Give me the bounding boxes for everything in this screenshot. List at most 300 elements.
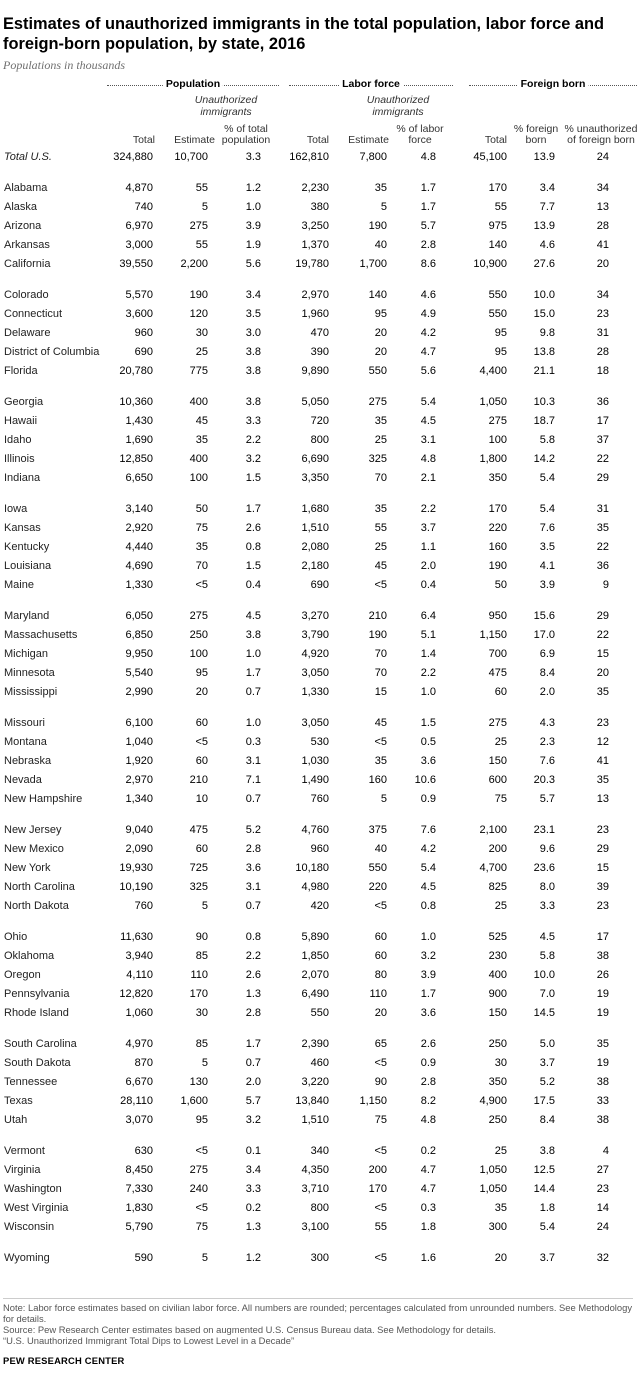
table-cell: 3.3 bbox=[539, 900, 555, 912]
table-cell: 19,930 bbox=[119, 862, 153, 874]
table-cell: 5.4 bbox=[539, 1221, 555, 1233]
table-cell: 13.9 bbox=[533, 220, 555, 232]
table-cell: 2.8 bbox=[245, 843, 261, 855]
table-cell: 3.5 bbox=[245, 308, 261, 320]
state-name: New York bbox=[4, 862, 51, 874]
table-row bbox=[3, 947, 637, 966]
column-header: % unauthorized of foreign born bbox=[564, 123, 638, 146]
state-name: Utah bbox=[4, 1114, 28, 1126]
table-cell: 3.8 bbox=[539, 1145, 555, 1157]
state-name: South Dakota bbox=[4, 1057, 71, 1069]
table-cell: 1.0 bbox=[245, 201, 261, 213]
table-cell: 7.7 bbox=[539, 201, 555, 213]
state-name: Wisconsin bbox=[4, 1221, 55, 1233]
table-cell: 15.6 bbox=[533, 610, 555, 622]
table-cell: <5 bbox=[374, 579, 387, 591]
table-cell: 160 bbox=[488, 541, 507, 553]
table-cell: 31 bbox=[596, 503, 609, 515]
table-cell: 35 bbox=[596, 686, 609, 698]
table-cell: 350 bbox=[488, 1076, 507, 1088]
table-cell: 20 bbox=[494, 1252, 507, 1264]
table-cell: 4.8 bbox=[420, 1114, 436, 1126]
state-name: Wyoming bbox=[4, 1252, 50, 1264]
table-cell: 5.6 bbox=[245, 258, 261, 270]
table-cell: 1,040 bbox=[125, 736, 153, 748]
table-cell: 2,230 bbox=[301, 182, 329, 194]
table-cell: 1,150 bbox=[359, 1095, 387, 1107]
state-name: New Hampshire bbox=[4, 793, 83, 805]
table-cell: 400 bbox=[189, 453, 208, 465]
table-cell: 20,780 bbox=[119, 365, 153, 377]
table-cell: 25 bbox=[494, 736, 507, 748]
table-cell: 55 bbox=[195, 239, 208, 251]
table-cell: 2,090 bbox=[125, 843, 153, 855]
table-cell: 23.1 bbox=[533, 824, 555, 836]
table-cell: 5,570 bbox=[125, 289, 153, 301]
table-cell: 960 bbox=[310, 843, 329, 855]
table-cell: 18 bbox=[596, 365, 609, 377]
state-name: Ohio bbox=[4, 931, 28, 943]
table-cell: 960 bbox=[134, 327, 153, 339]
table-cell: 324,880 bbox=[113, 151, 153, 163]
table-cell: 29 bbox=[596, 843, 609, 855]
table-cell: 1.3 bbox=[245, 988, 261, 1000]
table-cell: 3,050 bbox=[301, 717, 329, 729]
table-cell: 170 bbox=[368, 1183, 387, 1195]
table-row bbox=[3, 362, 637, 381]
table-row bbox=[3, 1218, 637, 1237]
table-row bbox=[3, 664, 637, 683]
table-cell: 75 bbox=[195, 1221, 208, 1233]
table-cell: 4,440 bbox=[125, 541, 153, 553]
page-subtitle: Populations in thousands bbox=[3, 58, 126, 72]
table-cell: 3.6 bbox=[420, 755, 436, 767]
state-name: Hawaii bbox=[4, 415, 38, 427]
table-cell: 0.9 bbox=[420, 1057, 436, 1069]
table-cell: 700 bbox=[488, 648, 507, 660]
table-cell: 20 bbox=[596, 667, 609, 679]
table-cell: 4,980 bbox=[301, 881, 329, 893]
table-cell: 50 bbox=[494, 579, 507, 591]
column-header: % foreign born bbox=[513, 123, 559, 146]
table-row bbox=[3, 179, 637, 198]
table-cell: 1,600 bbox=[180, 1095, 208, 1107]
column-header-row bbox=[3, 120, 637, 148]
table-cell: 39,550 bbox=[119, 258, 153, 270]
table-cell: 9.8 bbox=[539, 327, 555, 339]
table-cell: 100 bbox=[189, 472, 208, 484]
table-cell: 29 bbox=[596, 472, 609, 484]
table-cell: 8.4 bbox=[539, 667, 555, 679]
table-cell: 1,060 bbox=[125, 1007, 153, 1019]
table-row bbox=[3, 1073, 637, 1092]
table-cell: 1,050 bbox=[479, 396, 507, 408]
table-cell: 3.2 bbox=[420, 950, 436, 962]
table-cell: 17 bbox=[596, 931, 609, 943]
table-cell: 9.6 bbox=[539, 843, 555, 855]
table-cell: 25 bbox=[494, 1145, 507, 1157]
table-row bbox=[3, 324, 637, 343]
group-label-foreign-born: Foreign born bbox=[518, 78, 589, 90]
table-cell: 2,080 bbox=[301, 541, 329, 553]
state-name: Colorado bbox=[4, 289, 49, 301]
table-cell: 725 bbox=[189, 862, 208, 874]
table-cell: 11,630 bbox=[120, 931, 153, 943]
state-name: Maryland bbox=[4, 610, 50, 622]
table-cell: 740 bbox=[134, 201, 153, 213]
table-cell: 8.2 bbox=[420, 1095, 436, 1107]
table-cell: 190 bbox=[189, 289, 208, 301]
table-cell: 14 bbox=[596, 1202, 609, 1214]
table-cell: 975 bbox=[488, 220, 507, 232]
table-cell: 200 bbox=[488, 843, 507, 855]
state-name: Montana bbox=[4, 736, 47, 748]
table-cell: 5,540 bbox=[125, 667, 153, 679]
table-cell: 19 bbox=[596, 1057, 609, 1069]
table-cell: 5.8 bbox=[539, 950, 555, 962]
table-cell: 60 bbox=[195, 717, 208, 729]
table-cell: 775 bbox=[189, 365, 208, 377]
table-cell: 250 bbox=[488, 1038, 507, 1050]
table-cell: 3,000 bbox=[125, 239, 153, 251]
table-cell: 4,870 bbox=[125, 182, 153, 194]
state-name: Florida bbox=[4, 365, 38, 377]
table-cell: 525 bbox=[488, 931, 507, 943]
table-cell: 8.6 bbox=[420, 258, 436, 270]
table-row bbox=[3, 859, 637, 878]
table-cell: 41 bbox=[596, 239, 609, 251]
table-cell: 275 bbox=[189, 220, 208, 232]
table-cell: 5.1 bbox=[420, 629, 436, 641]
state-name: Nevada bbox=[4, 774, 42, 786]
table-cell: 3.8 bbox=[245, 365, 261, 377]
table-cell: 3.4 bbox=[245, 289, 261, 301]
table-cell: 5.6 bbox=[420, 365, 436, 377]
table-cell: 8,450 bbox=[125, 1164, 153, 1176]
table-cell: 30 bbox=[195, 327, 208, 339]
table-cell: 22 bbox=[596, 541, 609, 553]
table-cell: 3.1 bbox=[245, 755, 261, 767]
column-header: Estimate bbox=[174, 134, 215, 146]
table-cell: 3.7 bbox=[539, 1252, 555, 1264]
table-cell: 0.8 bbox=[245, 541, 261, 553]
table-cell: 1.2 bbox=[245, 1252, 261, 1264]
table-row bbox=[3, 840, 637, 859]
table-cell: 220 bbox=[488, 522, 507, 534]
table-cell: 24 bbox=[596, 1221, 609, 1233]
table-cell: 1,920 bbox=[125, 755, 153, 767]
table-cell: 1,150 bbox=[479, 629, 507, 641]
table-cell: 5.7 bbox=[420, 220, 436, 232]
state-name: Indiana bbox=[4, 472, 41, 484]
table-cell: 825 bbox=[488, 881, 507, 893]
table-row bbox=[3, 393, 637, 412]
table-row bbox=[3, 966, 637, 985]
table-cell: 210 bbox=[368, 610, 387, 622]
table-cell: 4,400 bbox=[479, 365, 507, 377]
table-cell: 85 bbox=[195, 1038, 208, 1050]
table-cell: 5.4 bbox=[420, 862, 436, 874]
table-cell: 70 bbox=[374, 667, 387, 679]
table-row bbox=[3, 821, 637, 840]
table-cell: 162,810 bbox=[289, 151, 329, 163]
table-cell: 200 bbox=[368, 1164, 387, 1176]
table-cell: 13,840 bbox=[295, 1095, 329, 1107]
table-cell: 6,970 bbox=[125, 220, 153, 232]
table-cell: 690 bbox=[310, 579, 329, 591]
table-cell: 7.6 bbox=[420, 824, 436, 836]
table-cell: 0.9 bbox=[420, 793, 436, 805]
table-cell: 1.8 bbox=[420, 1221, 436, 1233]
table-cell: 2.3 bbox=[539, 736, 555, 748]
table-cell: 1.0 bbox=[420, 931, 436, 943]
table-cell: 8.4 bbox=[539, 1114, 555, 1126]
table-cell: 19 bbox=[596, 988, 609, 1000]
table-cell: 95 bbox=[494, 327, 507, 339]
table-row bbox=[3, 255, 637, 274]
footnotes bbox=[3, 1298, 633, 1346]
table-cell: 36 bbox=[596, 396, 609, 408]
table-cell: 38 bbox=[596, 1076, 609, 1088]
table-cell: 45 bbox=[195, 415, 208, 427]
table-cell: 12.5 bbox=[533, 1164, 555, 1176]
table-cell: 550 bbox=[368, 365, 387, 377]
table-cell: 45,100 bbox=[473, 151, 507, 163]
state-name: West Virginia bbox=[4, 1202, 69, 1214]
table-cell: 4.2 bbox=[420, 843, 436, 855]
table-cell: 3.8 bbox=[245, 346, 261, 358]
table-cell: 1,490 bbox=[301, 774, 329, 786]
table-cell: 550 bbox=[368, 862, 387, 874]
table-cell: 1,330 bbox=[125, 579, 153, 591]
group-header-row bbox=[3, 78, 637, 94]
table-cell: 95 bbox=[494, 346, 507, 358]
table-cell: 120 bbox=[189, 308, 208, 320]
state-name: North Dakota bbox=[4, 900, 69, 912]
table-cell: 2,390 bbox=[301, 1038, 329, 1050]
table-cell: 1.0 bbox=[420, 686, 436, 698]
table-cell: 7,330 bbox=[125, 1183, 153, 1195]
table-row bbox=[3, 1161, 637, 1180]
table-cell: 2.2 bbox=[420, 667, 436, 679]
table-cell: 1,800 bbox=[479, 453, 507, 465]
table-cell: 60 bbox=[374, 950, 387, 962]
table-cell: 1.8 bbox=[539, 1202, 555, 1214]
table-cell: 3.3 bbox=[245, 151, 261, 163]
table-cell: 550 bbox=[488, 308, 507, 320]
state-name: Kentucky bbox=[4, 541, 50, 553]
table-cell: 0.1 bbox=[245, 1145, 261, 1157]
table-cell: 4.9 bbox=[420, 308, 436, 320]
table-cell: 475 bbox=[189, 824, 208, 836]
table-cell: 110 bbox=[369, 988, 387, 1000]
table-row bbox=[3, 519, 637, 538]
group-header-labor-force bbox=[289, 78, 453, 94]
table-cell: <5 bbox=[374, 736, 387, 748]
table-cell: 2.8 bbox=[245, 1007, 261, 1019]
table-cell: 3.4 bbox=[539, 182, 555, 194]
brand-logo-text: PEW RESEARCH CENTER bbox=[3, 1355, 125, 1366]
table-cell: 4.6 bbox=[420, 289, 436, 301]
table-cell: 2,200 bbox=[180, 258, 208, 270]
table-cell: 1,340 bbox=[125, 793, 153, 805]
table-cell: 25 bbox=[195, 346, 208, 358]
data-table bbox=[3, 148, 637, 1268]
table-cell: 14.4 bbox=[533, 1183, 555, 1195]
table-cell: 6,690 bbox=[301, 453, 329, 465]
table-cell: 4.5 bbox=[539, 931, 555, 943]
table-cell: 3,050 bbox=[301, 667, 329, 679]
table-cell: 1.7 bbox=[245, 1038, 261, 1050]
table-cell: 2,920 bbox=[125, 522, 153, 534]
table-cell: 8.0 bbox=[539, 881, 555, 893]
table-cell: 870 bbox=[134, 1057, 153, 1069]
table-cell: 10,180 bbox=[295, 862, 329, 874]
table-cell: 100 bbox=[488, 434, 507, 446]
table-cell: 0.7 bbox=[245, 1057, 261, 1069]
state-name: Washington bbox=[4, 1183, 62, 1195]
table-cell: 60 bbox=[374, 931, 387, 943]
table-cell: 70 bbox=[374, 648, 387, 660]
table-row bbox=[3, 557, 637, 576]
table-cell: 350 bbox=[488, 472, 507, 484]
table-row bbox=[3, 500, 637, 519]
total-row bbox=[3, 148, 637, 167]
table-cell: 3,710 bbox=[301, 1183, 329, 1195]
table-cell: 25 bbox=[374, 434, 387, 446]
table-cell: 1,370 bbox=[301, 239, 329, 251]
table-row bbox=[3, 985, 637, 1004]
table-cell: 4.5 bbox=[245, 610, 261, 622]
table-cell: 6,100 bbox=[125, 717, 153, 729]
table-cell: 3.7 bbox=[539, 1057, 555, 1069]
table-cell: 60 bbox=[195, 843, 208, 855]
state-name: New Mexico bbox=[4, 843, 64, 855]
table-cell: 0.5 bbox=[420, 736, 436, 748]
table-cell: 900 bbox=[488, 988, 507, 1000]
table-cell: 22 bbox=[596, 453, 609, 465]
table-row bbox=[3, 286, 637, 305]
table-cell: 3,790 bbox=[301, 629, 329, 641]
table-cell: 800 bbox=[310, 434, 329, 446]
table-cell: 3,600 bbox=[125, 308, 153, 320]
table-cell: 275 bbox=[189, 1164, 208, 1176]
table-cell: 33 bbox=[596, 1095, 609, 1107]
table-cell: 5.7 bbox=[245, 1095, 261, 1107]
table-cell: 15 bbox=[596, 862, 609, 874]
table-cell: 29 bbox=[596, 610, 609, 622]
table-cell: 13 bbox=[596, 201, 609, 213]
table-row bbox=[3, 305, 637, 324]
table-cell: 9,040 bbox=[125, 824, 153, 836]
table-cell: 50 bbox=[195, 503, 208, 515]
table-cell: 2.2 bbox=[245, 950, 261, 962]
state-name: Nebraska bbox=[4, 755, 52, 767]
state-name: Connecticut bbox=[4, 308, 63, 320]
table-cell: 3,250 bbox=[301, 220, 329, 232]
table-cell: 20.3 bbox=[533, 774, 555, 786]
table-cell: 1.5 bbox=[245, 560, 261, 572]
table-cell: 5.0 bbox=[539, 1038, 555, 1050]
table-cell: <5 bbox=[195, 579, 208, 591]
report-title-text: “U.S. Unauthorized Immigrant Total Dips to Lowest Level in a Decade” bbox=[3, 1335, 295, 1346]
table-cell: 9,950 bbox=[125, 648, 153, 660]
table-row bbox=[3, 538, 637, 557]
table-cell: 28,110 bbox=[120, 1095, 153, 1107]
table-cell: 20 bbox=[596, 258, 609, 270]
table-cell: 460 bbox=[310, 1057, 329, 1069]
table-cell: 35 bbox=[195, 541, 208, 553]
table-cell: 35 bbox=[374, 503, 387, 515]
table-cell: 1.0 bbox=[245, 648, 261, 660]
table-cell: 10.0 bbox=[533, 969, 555, 981]
table-cell: 10,700 bbox=[174, 151, 208, 163]
table-cell: 2.8 bbox=[420, 1076, 436, 1088]
state-name: Louisiana bbox=[4, 560, 52, 572]
table-cell: <5 bbox=[374, 1145, 387, 1157]
table-cell: 1.2 bbox=[245, 182, 261, 194]
state-name: Georgia bbox=[4, 396, 44, 408]
table-cell: 100 bbox=[189, 648, 208, 660]
table-cell: 0.2 bbox=[420, 1145, 436, 1157]
table-cell: 31 bbox=[596, 327, 609, 339]
table-cell: 4,970 bbox=[125, 1038, 153, 1050]
table-cell: 5.2 bbox=[539, 1076, 555, 1088]
table-cell: 3,140 bbox=[125, 503, 153, 515]
table-row bbox=[3, 343, 637, 362]
table-cell: 340 bbox=[310, 1145, 329, 1157]
table-cell: 1.7 bbox=[420, 201, 436, 213]
table-cell: <5 bbox=[195, 1202, 208, 1214]
table-cell: 3.7 bbox=[420, 522, 436, 534]
table-cell: 2.8 bbox=[420, 239, 436, 251]
state-name: Mississippi bbox=[4, 686, 58, 698]
table-cell: 5 bbox=[201, 1252, 208, 1264]
table-cell: 4,760 bbox=[301, 824, 329, 836]
table-cell: 0.3 bbox=[245, 736, 261, 748]
state-name: Michigan bbox=[4, 648, 49, 660]
table-cell: 3.6 bbox=[245, 862, 261, 874]
table-row bbox=[3, 431, 637, 450]
table-cell: 75 bbox=[494, 793, 507, 805]
table-cell: 1,050 bbox=[479, 1183, 507, 1195]
table-cell: 3.9 bbox=[539, 579, 555, 591]
state-name: Maine bbox=[4, 579, 34, 591]
table-cell: 27 bbox=[596, 1164, 609, 1176]
table-cell: 3.2 bbox=[245, 1114, 261, 1126]
table-cell: 2.2 bbox=[245, 434, 261, 446]
table-cell: 5.4 bbox=[539, 503, 555, 515]
table-row bbox=[3, 217, 637, 236]
table-cell: 4.7 bbox=[420, 1183, 436, 1195]
column-header: Estimate bbox=[348, 134, 389, 146]
table-cell: 3.2 bbox=[245, 453, 261, 465]
table-cell: 12,820 bbox=[119, 988, 153, 1000]
table-cell: 32 bbox=[596, 1252, 609, 1264]
table-cell: 550 bbox=[488, 289, 507, 301]
table-cell: 1,330 bbox=[301, 686, 329, 698]
table-cell: 720 bbox=[310, 415, 329, 427]
table-row bbox=[3, 450, 637, 469]
table-cell: 95 bbox=[195, 667, 208, 679]
table-cell: 26 bbox=[596, 969, 609, 981]
table-cell: 40 bbox=[374, 843, 387, 855]
state-name: Texas bbox=[4, 1095, 33, 1107]
table-cell: 325 bbox=[189, 881, 208, 893]
table-cell: 3,270 bbox=[301, 610, 329, 622]
table-cell: 10.6 bbox=[414, 774, 436, 786]
table-cell: 5,050 bbox=[301, 396, 329, 408]
